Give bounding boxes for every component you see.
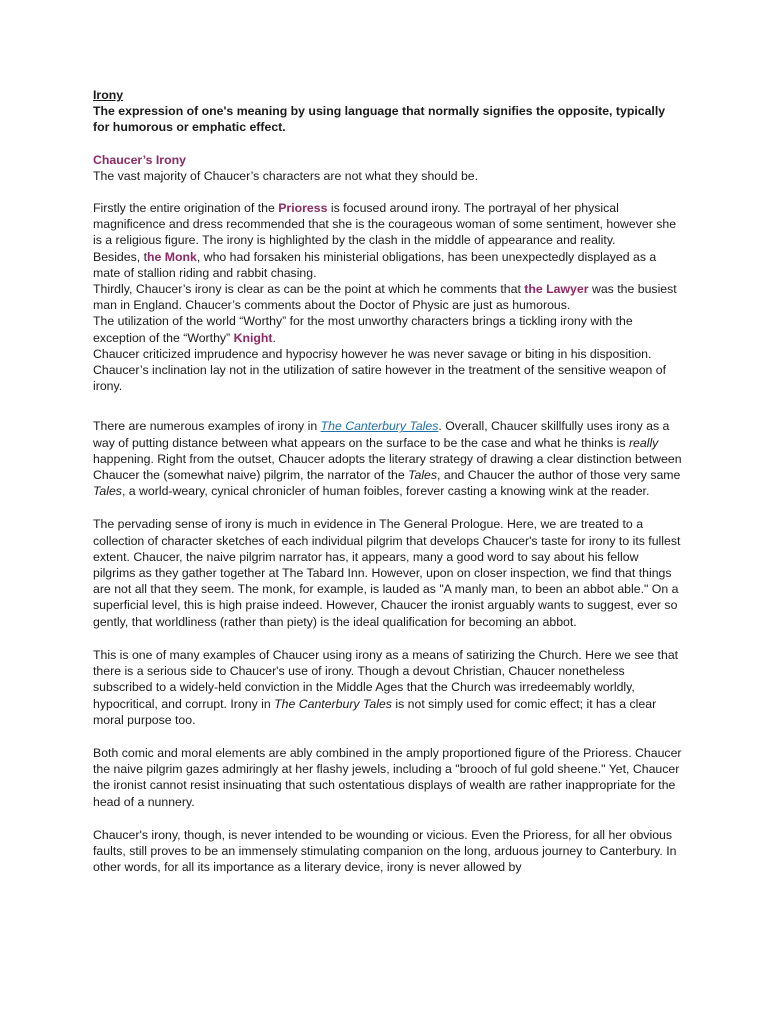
text-run: .: [272, 330, 276, 345]
text-run: is not simply used for comic effect; it has a clear moral purpose too.: [93, 696, 657, 727]
paragraph-church-satire: [93, 647, 683, 728]
text-run: Thirdly, Chaucer’s irony is clear as can be the point at which he comments that: [93, 282, 525, 297]
text-run: , a world-weary, cynical chronicler of human foibles, forever casting a knowing wink at the reader.: [121, 484, 650, 499]
text-run: , who had forsaken his ministerial obligations, has been unexpectedly displayed as a mate of stallion riding and rabbit chasing.: [93, 249, 657, 280]
document-body: [93, 87, 683, 875]
text-run: Firstly the entire origination of the: [93, 201, 279, 216]
text-run: Besides, t: [93, 249, 147, 264]
paragraph-knight: [93, 313, 683, 345]
paragraph-lawyer: [93, 281, 683, 313]
paragraph-prioress: [93, 200, 683, 249]
page-heading: Irony: [93, 88, 124, 102]
paragraph-monk: [93, 249, 683, 281]
text-run: This is one of many examples of Chaucer using irony as a means of satirizing the Church. Here we see that there is a serious side to Chaucer's use of irony. Though a devout Christian, Chaucer nonetheless subscribed to a widely-held conviction in the Middle Ages that the Church was irredeemably worldly, hypocritical, and corrupt. Irony in: [93, 647, 679, 711]
paragraph-satire: Chaucer criticized imprudence and hypocrisy however he was never savage or biting in his disposition. Chaucer’s inclination lay not in the utilization of satire however in the treatment of the sensitive weapon of irony.: [93, 346, 667, 394]
emphasis: really: [628, 435, 659, 450]
canterbury-tales-link[interactable]: The Canterbury Tales: [320, 419, 439, 434]
section-intro: The vast majority of Chaucer’s characters are not what they should be.: [93, 168, 479, 183]
text-run: was the busiest man in England. Chaucer’s comments about the Doctor of Physic are just as humorous.: [93, 282, 677, 313]
paragraph-never-vicious: Chaucer's irony, though, is never intended to be wounding or vicious. Even the Prioress, for all her obvious faults, still proves to be an immensely stimulating companion on the long, arduous journey to Canterbury. In other words, for all its importance as a literary device, irony is never allowed by: [93, 827, 677, 875]
highlight-lawyer: the Lawyer: [524, 282, 589, 297]
text-run: is focused around irony. The portrayal of her physical magnificence and dress recommended that she is the courageous woman of some sentiment, however she is a religious figure. The irony is highlighted by the clash in the middle of appearance and reality.: [93, 201, 677, 248]
text-run: happening. Right from the outset, Chaucer adopts the literary strategy of drawing a clear distinction between Chaucer the (somewhat naive) pilgrim, the narrator of the: [93, 451, 682, 483]
text-run: , and Chaucer the author of those very same: [437, 468, 681, 483]
paragraph-general-prologue: The pervading sense of irony is much in evidence in The General Prologue. Here, we are treated to a collection of character sketches of each individual pilgrim that develops Chaucer's taste for irony to its fullest extent. Chaucer, the naive pilgrim narrator has, it appears, many a good word to say about his fellow pilgrims as they gather together at The Tabard Inn. However, upon on closer inspection, we find that things are not all that they seem. The monk, for example, is lauded as "A manly man, to been an abbot able." On a superficial level, this is high praise indeed. However, Chaucer the ironist arguably wants to suggest, ever so gently, that worldliness (rather than piety) is the ideal qualification for becoming an abbot.: [93, 517, 681, 629]
definition: The expression of one's meaning by using language that normally signifies the opposite, typically for humorous or emphatic effect.: [93, 104, 666, 135]
emphasis: Tales: [93, 484, 122, 499]
section-title: Chaucer’s Irony: [93, 152, 186, 167]
highlight-knight: Knight: [233, 330, 273, 345]
highlight-monk: he Monk: [147, 249, 197, 264]
text-run: There are numerous examples of irony in: [93, 419, 321, 434]
text-run: The utilization of the world “Worthy” for the most unworthy characters brings a tickling irony with the exception of the “Worthy”: [93, 314, 633, 345]
highlight-prioress: Prioress: [278, 201, 328, 216]
emphasis: The Canterbury Tales: [274, 696, 392, 711]
text-run: . Overall, Chaucer skillfully uses irony as a way of putting distance between what appears on the surface to be the case and what he thinks is: [93, 419, 670, 450]
paragraph-prioress-jewels: Both comic and moral elements are ably combined in the amply proportioned figure of the Prioress. Chaucer the naive pilgrim gazes admiringly at her flashy jewels, including a "brooch of ful gold sheene." Yet, Chaucer the ironist cannot resist insinuating that such ostentatious displays of wealth are rather inappropriate for the head of a nunnery.: [93, 745, 682, 809]
paragraph-examples: [93, 418, 683, 499]
emphasis: Tales: [408, 468, 438, 483]
